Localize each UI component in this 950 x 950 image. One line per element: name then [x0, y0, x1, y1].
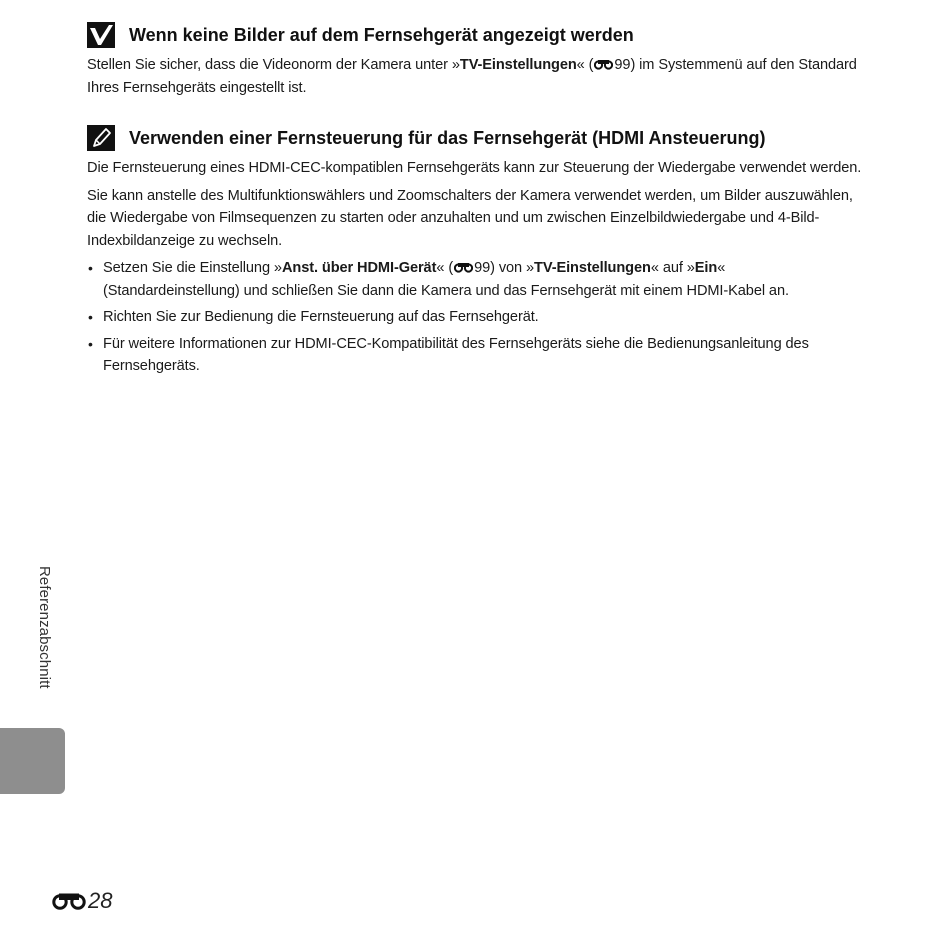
option-on: Ein [694, 260, 718, 276]
menu-name-tv-settings: TV-Einstellungen [459, 57, 577, 73]
menu-name-tv-settings: TV-Einstellungen [534, 260, 651, 276]
note-title: Wenn keine Bilder auf dem Fernsehgerät angezeigt werden [129, 24, 634, 45]
section-side-label: Referenzabschnitt [36, 566, 53, 689]
paragraph: Sie kann anstelle des Multifunktionswählers und Zoomschalters der Kamera verwendet werden, um Bilder auszuwählen, die Wiedergabe von Filmsequenzen zu starten oder anzuhalten und um zwischen Einzelbildwiedergabe und 4-Bild-Indexbildanzeige zu wechseln. [87, 187, 853, 249]
note-heading [87, 22, 862, 48]
pencil-note-icon [87, 125, 115, 151]
paragraph: Die Fernsteuerung eines HDMI-CEC-kompatiblen Fernsehgeräts kann zur Steuerung der Wiedergabe verwendet werden. [87, 160, 862, 176]
note-no-image [87, 22, 862, 99]
bullet-marker: • [88, 309, 93, 325]
page-content [87, 22, 862, 378]
reference-section-icon [52, 892, 86, 910]
list-item: • Richten Sie zur Bedienung die Fernsteuerung auf das Fernsehgerät. [87, 306, 862, 329]
bullet-list [87, 257, 862, 378]
note-title: Verwenden einer Fernsteuerung für das Fernsehgerät (HDMI Ansteuerung) [129, 127, 766, 148]
page-number-value: 28 [88, 888, 113, 913]
reference-section-icon [594, 59, 613, 70]
page-reference: 99 [593, 57, 630, 73]
note-hdmi-control [87, 125, 862, 378]
reference-section-icon [454, 262, 473, 273]
note-body: Stellen Sie sicher, dass die Videonorm der Kamera unter »TV-Einstellungen« ( 99) im Systemmenü auf den Standard Ihres Fernsehgeräts eingestellt ist. [87, 57, 857, 96]
check-caution-icon [87, 22, 115, 48]
section-thumb-tab [0, 728, 65, 794]
bullet-marker: • [88, 260, 93, 276]
note-heading [87, 125, 862, 151]
list-item: • Für weitere Informationen zur HDMI-CEC-Kompatibilität des Fernsehgeräts siehe die Bedienungsanleitung des Fernsehgeräts. [87, 333, 862, 378]
list-item: • Setzen Sie die Einstellung »Anst. über HDMI-Gerät« ( 99) von »TV-Einstellungen« auf »Ein« (Standardeinstellung) und schließen Sie dann die Kamera und das Fernsehgerät mit einem HDMI-Kabel an. [87, 257, 862, 302]
page-number [52, 888, 112, 914]
menu-name-hdmi-control: Anst. über HDMI-Gerät [281, 260, 437, 276]
bullet-marker: • [88, 335, 93, 352]
page-reference: 99 [453, 260, 490, 276]
